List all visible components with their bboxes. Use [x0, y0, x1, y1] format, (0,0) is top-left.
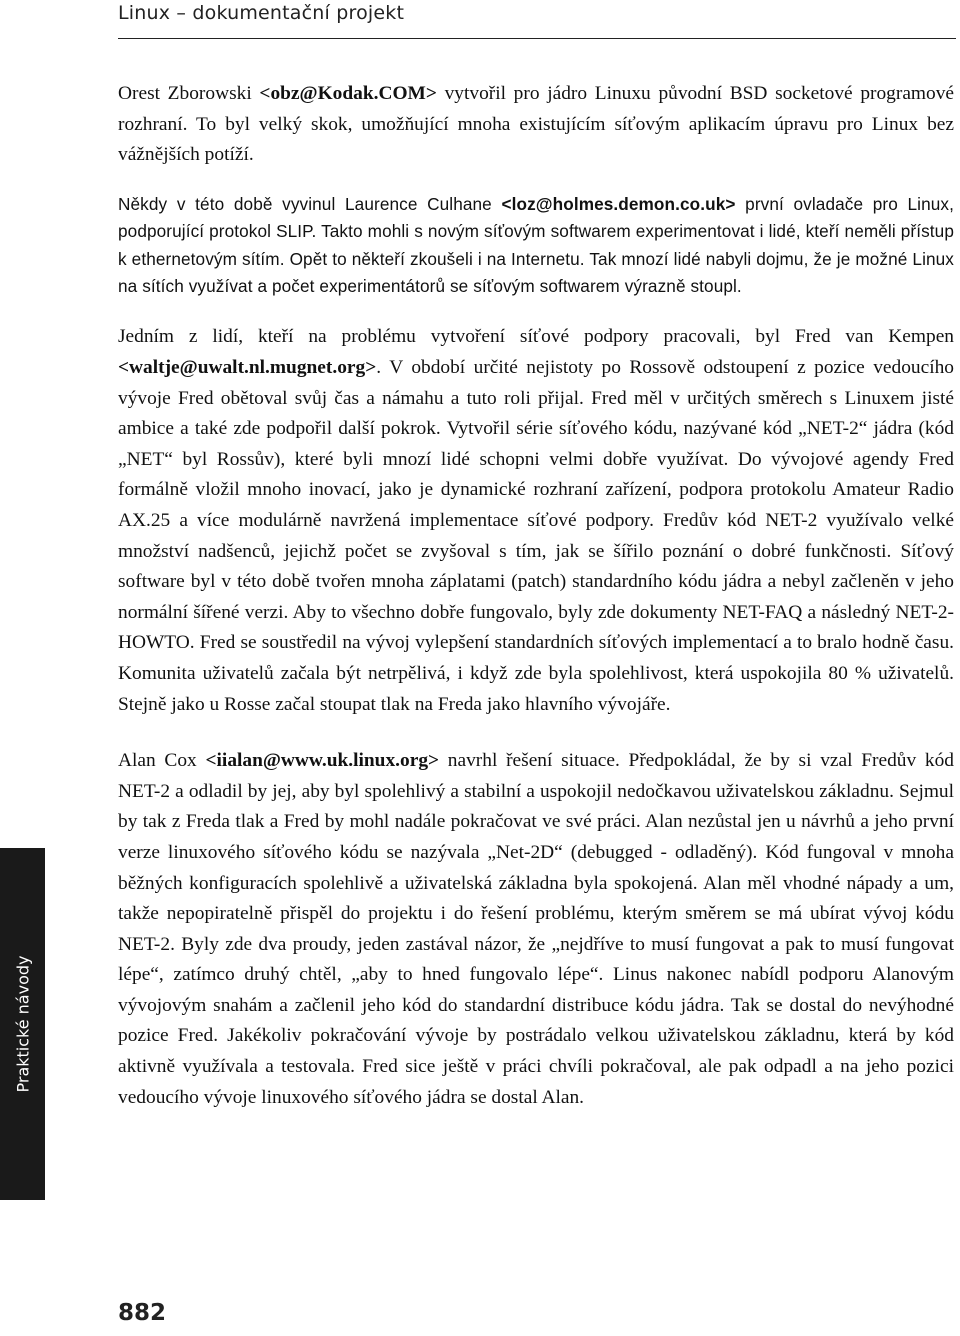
paragraph-text: Alan Cox — [118, 750, 206, 772]
header-title: Linux – dokumentační projekt — [118, 2, 405, 24]
paragraph-fred-van-kempen — [118, 322, 954, 720]
paragraph-slip-driver — [118, 191, 954, 301]
paragraph-text: vytvořil pro jádro Linuxu původní BSD socketové programové rozhraní. To byl velký skok, umožňující mnoha existujícím síťovým aplikacím úpravu pro Linux bez vážnějších potíží. — [118, 83, 955, 166]
paragraph-text: navrhl řešení situace. Předpokládal, že by si vzal Fredův kód NET-2 a odladil by jej, aby byl spolehlivý a stabilní a uspokojil nedočkavou uživatelskou základnu. Sejmul by tak z Freda tlak a Fred by mohl nadále pokračovat ve své práci. Alan nezůstal jen u návrhů a jeho první verze linuxového síťového kódu se nazývala „Net-2D“ (debugged - odladěný). Kód fungoval v mnoha běžných konfiguracích spolehlivě a uživatelská základna byla spokojená. Alan měl vhodné nápady a um, takže nepopiratelně přispěl do projektu i do řešení problému, kterým směrem se má ubírat vývoj kódu NET-2. Byly zde dva proudy, jeden zastával názor, že „nejdříve to musí fungovat a pak to musí fungovat lépe“, zatímco druhý chtěl, „aby to hned fungovalo lépe“. Linus nakonec nabídl podporu Alanovým vývojovým snahám a začlenil jeho kód do standardní distribuce kódu jádra. Tak se dostal do nevýhodné pozice Fred. Jakékoliv pokračování vývoje by postrádalo velkou uživatelskou základnu, která by kód aktivně využívala a testovala. Fred sice ještě v práci chvíli pokračoval, ale pak odpadl a na jeho pozici vedoucího vývoje linuxového síťového jádra se dostal Alan. — [118, 750, 954, 1108]
section-side-tab — [0, 848, 45, 1200]
paragraph-text: . V období určité nejistoty po Rossově odstoupení z pozice vedoucího vývoje Fred obětoval svůj čas a námahu a tuto roli přijal. Fred měl v určitých směrech s Linuxem jisté ambice a také zde podpořil další pokrok. Vytvořil série síťového kódu, nazývané kód „NET-2“ jádra (kód „NET“ byl Rossův), které byli mnozí lidé schopni velmi dobře využívat. Do vývojové agendy Fred formálně vložil mnoho inovací, jako je dynamické rozhraní zařízení, podpora protokolu Amateur Radio AX.25 a více modulárně navržená implementace síťové podpory. Fredův kód NET-2 využívalo velké množství nadšenců, jejichž počet se zvyšoval s tím, jak se šířilo poznání o dobré funkčnosti. Síťový software byl v této době tvořen mnoha záplatami (patch) standardního kódu jádra a nebyl začleněn v jeho normální šířené verzi. Aby to všechno dobře fungovalo, byly zde dokumenty NET-FAQ a následný NET-2-HOWTO. Fred se soustředil na vývoj vylepšení standardních síťových implementací a to bralo hodně času. Komunita uživatelů začala být netrpělivá, i když zde byla spolehlivost, která uspokojila 80 % uživatelů. Stejně jako u Rosse začal stoupat tlak na Freda jako hlavního vývojáře. — [118, 357, 954, 715]
paragraph-text: Orest Zborowski — [118, 83, 260, 104]
page-number: 882 — [118, 1300, 167, 1326]
side-tab-label: Praktické návody — [13, 955, 32, 1093]
paragraph-alan-cox — [118, 746, 954, 1113]
email-address: <loz@holmes.demon.co.uk> — [501, 193, 736, 214]
paragraph-text: Někdy v této době vyvinul Laurence Culhane — [118, 193, 502, 214]
running-header — [118, 0, 956, 39]
paragraph-text: Jedním z lidí, kteří na problému vytvoření síťové podpory pracovali, byl Fred van Kempen — [118, 326, 954, 348]
paragraph-text: první ovladače pro Linux, podporující protokol SLIP. Takto mohli s novým síťovým softwarem experimentovat i lidé, kteří neměli přístup k ethernetovým sítím. Opět to někteří zkoušeli i na Internetu. Tak mnozí lidé nabyli dojmu, že je možné Linux na sítích využívat a počet experimentátorů se síťovým softwarem výrazně stoupl. — [118, 193, 954, 296]
email-address: <obz@Kodak.COM> — [259, 83, 437, 104]
email-address: <waltje@uwalt.nl.mugnet.org> — [118, 357, 377, 378]
article-body — [118, 79, 954, 1133]
email-address: <iialan@www.uk.linux.org> — [205, 750, 440, 772]
paragraph-bsd-sockets — [118, 79, 954, 171]
